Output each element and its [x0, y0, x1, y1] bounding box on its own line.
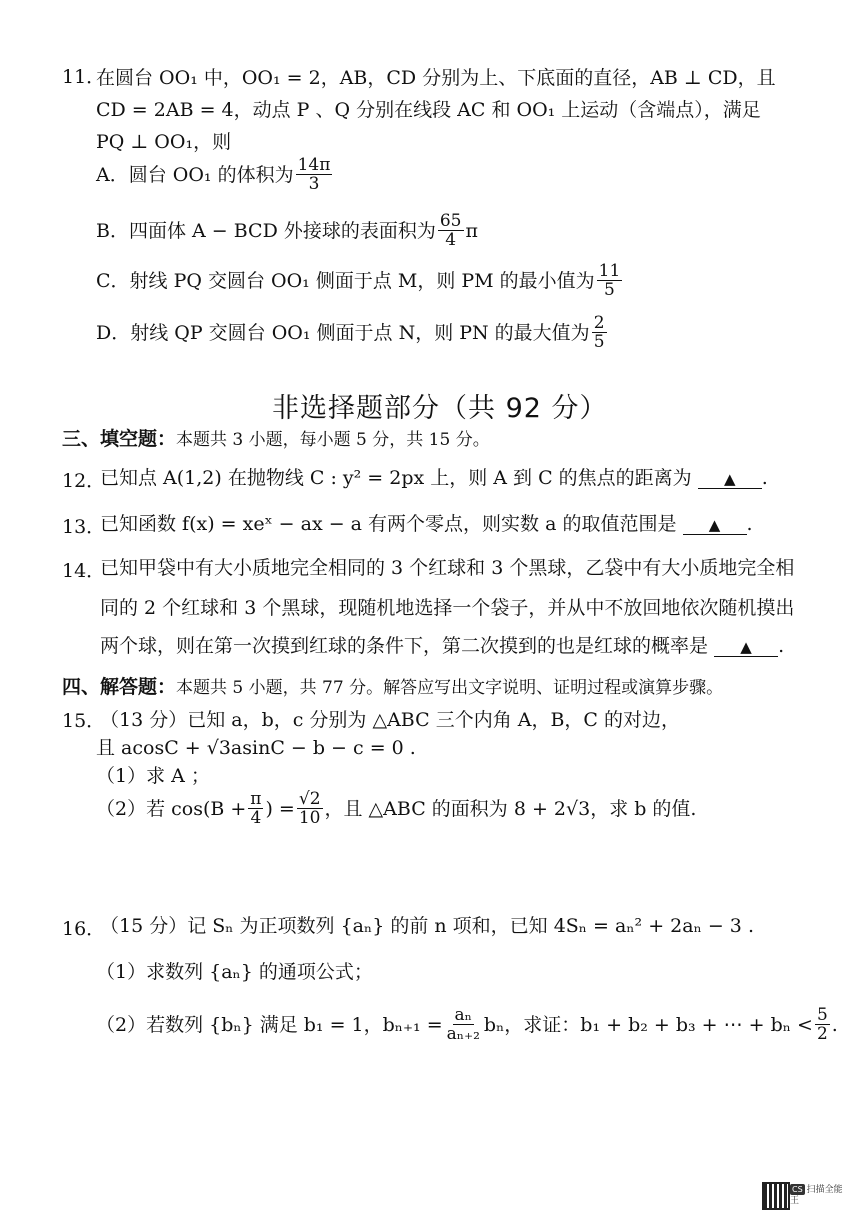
q15-line1: （13 分）已知 a，b，c 分别为 △ABC 三个内角 A，B，C 的对边， — [100, 709, 680, 731]
q11-option-a-text: A．圆台 OO₁ 的体积为 — [96, 163, 294, 186]
q16-sub2-pre: （2）若数列 {bₙ} 满足 b₁ = 1，bₙ₊₁ = — [96, 1013, 443, 1036]
q14-line3-text: 两个球，则在第一次摸到红球的条件下，第二次摸到的也是红球的概率是 — [100, 635, 709, 657]
q16-sub2-ratio-fraction — [445, 1006, 482, 1043]
q11-option-b — [96, 212, 478, 249]
qr-code-icon — [762, 1182, 790, 1210]
fraction-denominator: 4 — [445, 230, 457, 250]
q12-answer-blank[interactable]: ▲ — [698, 470, 762, 489]
q14-number: 14． — [62, 560, 106, 582]
q11-line2: CD = 2AB = 4，动点 P 、Q 分别在线段 AC 和 OO₁ 上运动（含端点），满足 — [96, 99, 761, 121]
scanner-name: 扫描全能王 — [790, 1185, 843, 1206]
q14-line3 — [100, 634, 784, 658]
q15-sub2-angle-fraction — [248, 790, 263, 827]
q11-line1: 在圆台 OO₁ 中，OO₁ = 2，AB，CD 分别为上、下底面的直径，AB ⊥ CD，且 — [96, 67, 776, 89]
q15-sub2-post: ，且 △ABC 的面积为 8 + 2√3，求 b 的值. — [324, 797, 697, 820]
q14-answer-blank[interactable]: ▲ — [714, 638, 778, 657]
q14-line1: 已知甲袋中有大小质地完全相同的 3 个红球和 3 个黑球，乙袋中有大小质地完全相 — [100, 557, 795, 579]
part4-header — [62, 672, 723, 699]
fraction-numerator: √2 — [298, 789, 321, 809]
q11-option-a — [96, 156, 334, 193]
fraction-numerator: π — [250, 789, 262, 809]
fraction-denominator: 5 — [604, 280, 615, 300]
q15-line2: 且 acosC + √3asinC − b − c = 0 . — [96, 737, 416, 759]
part3-header — [62, 424, 490, 451]
q11-option-c-text: C．射线 PQ 交圆台 OO₁ 侧面于点 M，则 PM 的最小值为 — [96, 269, 595, 292]
fraction-numerator: 2 — [593, 313, 605, 333]
q11-number: 11． — [62, 66, 106, 88]
fraction-numerator: aₙ — [454, 1005, 473, 1025]
q16-number: 16． — [62, 918, 106, 940]
q11-option-b-text: B．四面体 A − BCD 外接球的表面积为 — [96, 219, 436, 242]
q15-number: 15． — [62, 710, 106, 732]
fraction-denominator: 4 — [250, 808, 262, 828]
section-title: 非选择题部分（共 92 分） — [272, 393, 608, 424]
fraction-denominator: 10 — [298, 808, 321, 828]
q15-sub2-mid: ) = — [265, 797, 295, 820]
q12-body — [100, 466, 768, 490]
q16-sub1: （1）求数列 {aₙ} 的通项公式； — [96, 961, 373, 983]
q16-sub2-bound-fraction — [815, 1006, 830, 1043]
q16-line1: （15 分）记 Sₙ 为正项数列 {aₙ} 的前 n 项和，已知 4Sₙ = aₙ² + 2aₙ − 3 . — [100, 915, 754, 937]
q11-option-c — [96, 262, 624, 299]
fraction-denominator: aₙ₊₂ — [446, 1024, 480, 1044]
q13-end: . — [746, 513, 753, 535]
fraction-denominator: 5 — [593, 332, 605, 352]
fraction-numerator: 14π — [297, 155, 331, 175]
q14-line2: 同的 2 个红球和 3 个黑球，现随机地选择一个袋子，并从中不放回地依次随机摸出 — [100, 597, 795, 619]
q11-option-d — [96, 314, 609, 351]
fraction-numerator: 11 — [598, 261, 621, 281]
q11-option-b-tail: π — [465, 219, 478, 242]
q16-sub2 — [96, 1006, 838, 1043]
q12-end: . — [761, 467, 768, 489]
q11-option-d-fraction — [592, 314, 607, 351]
fraction-denominator: 2 — [816, 1024, 828, 1044]
q13-number: 13． — [62, 516, 106, 538]
q13-text: 已知函数 f(x) = xeˣ − ax − a 有两个零点，则实数 a 的取值范围是 — [100, 513, 677, 535]
q11-option-d-text: D．射线 QP 交圆台 OO₁ 侧面于点 N，则 PN 的最大值为 — [96, 321, 590, 344]
q15-sub2-pre: （2）若 cos(B + — [96, 797, 247, 820]
q11-option-a-fraction — [296, 156, 333, 193]
q16-sub2-end: . — [831, 1013, 838, 1036]
q13-body — [100, 512, 753, 536]
part3-label: 三、填空题： — [62, 428, 177, 450]
q15-sub1: （1）求 A ； — [96, 765, 210, 787]
part4-label: 四、解答题： — [62, 676, 177, 698]
q15-sub2-value-fraction — [297, 790, 323, 827]
q11-option-c-fraction — [597, 262, 623, 299]
q14-end: . — [778, 635, 785, 657]
fraction-numerator: 65 — [439, 211, 462, 231]
q16-sub2-mid: bₙ，求证：b₁ + b₂ + b₃ + ⋯ + bₙ < — [483, 1013, 813, 1036]
fraction-numerator: 5 — [816, 1005, 828, 1025]
q15-sub2 — [96, 790, 696, 827]
q12-number: 12． — [62, 470, 106, 492]
part4-desc: 本题共 5 小题，共 77 分。解答应写出文字说明、证明过程或演算步骤。 — [176, 678, 724, 698]
q11-line3: PQ ⊥ OO₁，则 — [96, 131, 232, 153]
part3-desc: 本题共 3 小题，每小题 5 分，共 15 分。 — [176, 430, 490, 450]
scanner-logo: CS — [792, 1185, 803, 1194]
q13-answer-blank[interactable]: ▲ — [683, 516, 747, 535]
scanner-watermark — [790, 1184, 850, 1206]
q12-text: 已知点 A(1,2) 在抛物线 C : y² = 2px 上，则 A 到 C 的焦点的距离为 — [100, 467, 692, 489]
q11-option-b-fraction — [438, 212, 464, 249]
fraction-denominator: 3 — [308, 174, 320, 194]
